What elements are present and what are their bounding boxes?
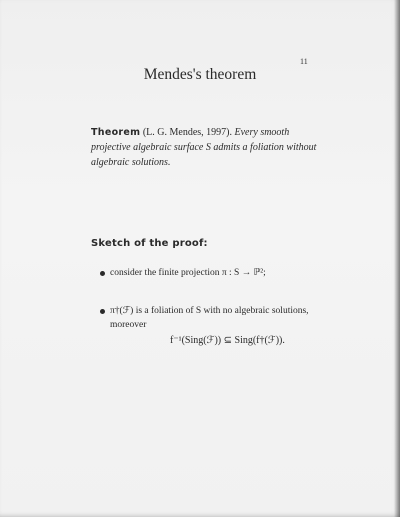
slide-title: Mendes's theorem <box>143 66 257 83</box>
bullet-text: consider the finite projection π : S → ℙ²; <box>110 268 266 278</box>
bullet-item <box>100 304 335 332</box>
bullet-text: π†(ℱ) is a foliation of S with no algebraic solutions, moreover <box>110 306 309 330</box>
bullet-dot-icon <box>100 309 105 314</box>
bullet-dot-icon <box>100 271 105 276</box>
display-equation: f⁻¹(Sing(ℱ)) ⊆ Sing(f†(ℱ)). <box>170 335 285 346</box>
theorem-attribution: (L. G. Mendes, 1997). <box>142 127 232 138</box>
theorem-block <box>91 125 321 170</box>
sketch-heading: Sketch of the proof: <box>91 238 208 249</box>
page-number: 11 <box>300 57 308 66</box>
theorem-statement: Every smooth projective algebraic surface S admits a foliation without algebraic solutions. <box>91 127 317 168</box>
theorem-label: Theorem <box>91 127 141 138</box>
bullet-item <box>100 266 335 280</box>
